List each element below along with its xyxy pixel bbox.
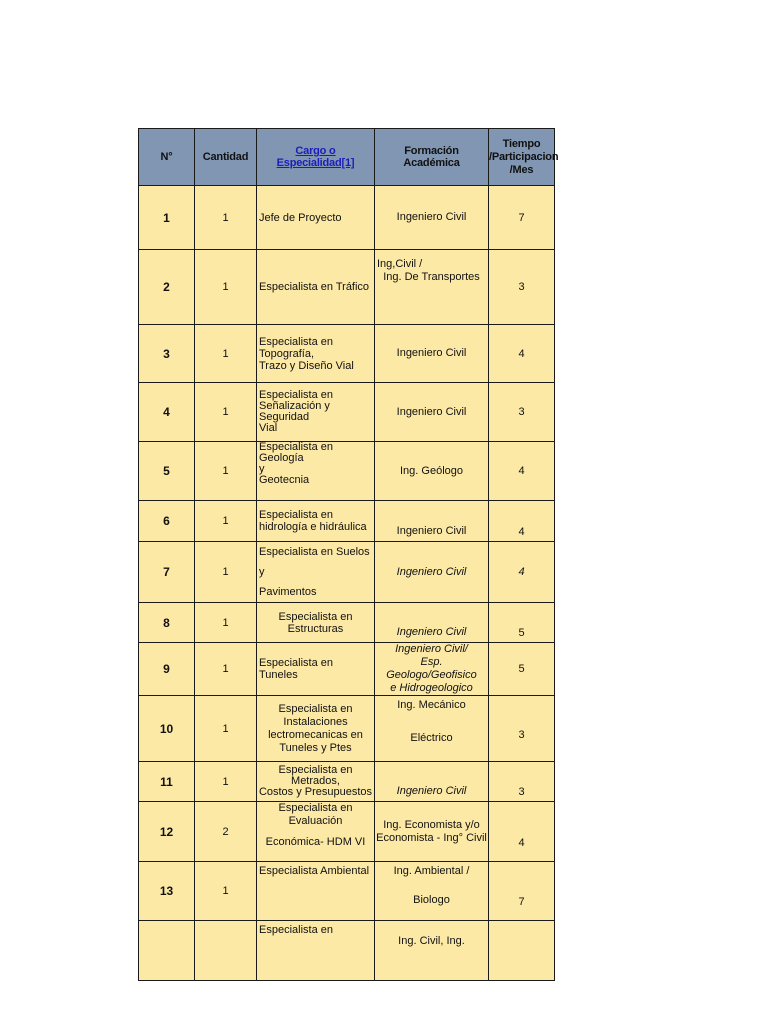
cargo-line: Costos y Presupuestos [258,786,373,798]
cell-qty: 1 [195,862,257,921]
cell-form [375,802,489,862]
cargo-line: Especialista en [278,802,353,814]
table-row [139,802,555,862]
cell-form [375,442,489,501]
cargo-line: Evaluación [288,815,343,827]
cell-num: 8 [139,603,195,643]
table-row [139,643,555,696]
cell-time: 5 [489,603,555,643]
cell-cargo [257,762,375,802]
cargo-line: Especialista en [259,924,333,936]
form-line: Ingeniero Civil/ [395,643,468,655]
table-row [139,603,555,643]
cargo-line: Especialista en Suelos y [259,546,370,578]
cell-num: 5 [139,442,195,501]
cargo-line: hidrología e hidráulica [259,521,367,533]
cell-form [375,696,489,762]
cell-time: 3 [489,383,555,442]
cargo-line: Estructuras [287,622,344,635]
table-row [139,186,555,250]
cell-cargo [257,603,375,643]
form-line: Ingeniero Civil [396,626,467,638]
table-viewport [138,128,559,947]
cell-qty: 1 [195,250,257,325]
cargo-line: Seguridad [259,411,310,423]
table-row [139,325,555,383]
table-row [139,250,555,325]
header-time-line3: /Mes [509,163,534,176]
cargo-line: Especialista en [259,509,333,521]
cell-qty: 1 [195,501,257,542]
cell-time: 4 [489,325,555,383]
form-line: Ing. Economista y/o [383,818,480,831]
cell-time [489,921,555,981]
cell-time: 3 [489,696,555,762]
form-line: Ing,Civil / [377,258,423,270]
cargo-line: Especialista en [278,702,353,715]
cargo-footnote-link[interactable]: Cargo o Especialidad[1] [276,145,355,169]
cell-cargo [257,643,375,696]
table-row [139,542,555,603]
cargo-line: Tuneles y Ptes [279,741,352,754]
form-line: Economista - Ing° Civil [376,831,487,844]
cargo-line: y [259,463,265,475]
cell-qty: 1 [195,383,257,442]
form-line: Ingeniero Civil [396,525,467,537]
form-line: Ing. Civil, Ing. [398,935,465,947]
cell-num: 13 [139,862,195,921]
cell-num: 9 [139,643,195,696]
staff-table [138,128,559,981]
cell-cargo [257,696,375,762]
cell-time: 7 [489,186,555,250]
cargo-line: Especialista en [259,335,333,348]
cell-qty: 1 [195,325,257,383]
cargo-line: Especialista Ambiental [259,865,370,877]
cargo-line: Metrados, [291,775,340,787]
cell-time: 7 [489,862,555,921]
header-cargo[interactable] [257,129,375,186]
cell-num: 12 [139,802,195,862]
cargo-line: lectromecanicas en [268,728,363,741]
table-row [139,442,555,501]
cell-qty: 1 [195,696,257,762]
table-row [139,383,555,442]
cargo-line: Especialista en [278,610,353,623]
form-line: Ingeniero Civil [396,405,467,418]
cell-time: 4 [489,542,555,603]
cell-qty: 1 [195,643,257,696]
form-line: Ingeniero Civil [396,347,467,359]
cell-cargo [257,442,375,501]
cell-num: 11 [139,762,195,802]
cargo-line: Especialista en Geología [259,441,333,464]
table-row [139,501,555,542]
cell-time: 3 [489,250,555,325]
header-time-line2: /Participacion [489,150,559,163]
form-line: Biologo [413,894,450,906]
table-row [139,862,555,921]
cell-cargo [257,921,375,981]
cell-qty: 1 [195,603,257,643]
cell-form [375,186,489,250]
cell-cargo [257,501,375,542]
cell-time: 3 [489,762,555,802]
cargo-line: Especialista en Tráfico [259,281,370,293]
cargo-line: Vial [259,422,278,434]
form-line: Ing. Ambiental / [393,865,470,877]
cell-form [375,921,489,981]
cell-form [375,250,489,325]
cargo-line: Geotecnia [259,474,310,486]
cell-num: 10 [139,696,195,762]
cell-cargo [257,383,375,442]
header-time-line1: Tiempo [502,137,541,150]
header-time [489,129,559,186]
form-line: Ing. Geólogo [400,464,463,477]
cell-cargo [257,862,375,921]
cargo-line: Trazo y Diseño Vial [259,359,354,372]
cell-num [139,921,195,981]
header-form: Formación Académica [375,129,489,186]
cargo-line: Instalaciones [283,715,348,728]
cell-time: 4 [489,802,555,862]
cell-time: 4 [489,501,555,542]
cargo-line: Pavimentos [259,586,317,598]
cell-cargo [257,542,375,603]
table-row [139,921,555,981]
form-line: Ing. De Transportes [383,271,480,283]
cell-form [375,383,489,442]
cell-time: 4 [489,442,555,501]
cell-qty: 1 [195,542,257,603]
cell-time: 5 [489,643,555,696]
cell-qty: 2 [195,802,257,862]
cargo-line: Señalización y [259,400,330,412]
cell-qty: 1 [195,442,257,501]
cell-num: 6 [139,501,195,542]
cell-form [375,501,489,542]
cell-cargo [257,325,375,383]
form-line: Esp. Geologo/Geofisico [386,656,477,681]
cell-qty: 1 [195,186,257,250]
cell-form [375,762,489,802]
cell-form [375,325,489,383]
header-num: N° [139,129,195,186]
cell-num: 7 [139,542,195,603]
cargo-line: Especialista en [259,389,333,401]
cell-num: 3 [139,325,195,383]
cargo-line: Especialista en Tuneles [259,657,333,681]
form-line: Ingeniero Civil [396,785,467,797]
header-row [139,129,555,186]
form-line: Eléctrico [410,732,453,744]
cell-form [375,862,489,921]
form-line: Ingeniero Civil [396,211,467,223]
form-line: Ingeniero Civil [396,565,467,578]
cell-num: 4 [139,383,195,442]
cell-cargo [257,186,375,250]
cargo-line: Especialista en [278,764,353,776]
cell-cargo [257,250,375,325]
cell-form [375,643,489,696]
cargo-line: Jefe de Proyecto [259,211,342,224]
cell-num: 1 [139,186,195,250]
cell-cargo [257,802,375,862]
header-qty: Cantidad [195,129,257,186]
cell-qty: 1 [195,762,257,802]
form-line: e Hidrogeologico [390,682,473,694]
cell-num: 2 [139,250,195,325]
cargo-line: Topografía, [259,347,315,360]
cargo-line: Económica- HDM VI [265,836,366,848]
table-row [139,762,555,802]
form-line: Ing. Mecánico [397,699,466,711]
cell-form [375,603,489,643]
cell-qty [195,921,257,981]
cell-form [375,542,489,603]
table-row [139,696,555,762]
